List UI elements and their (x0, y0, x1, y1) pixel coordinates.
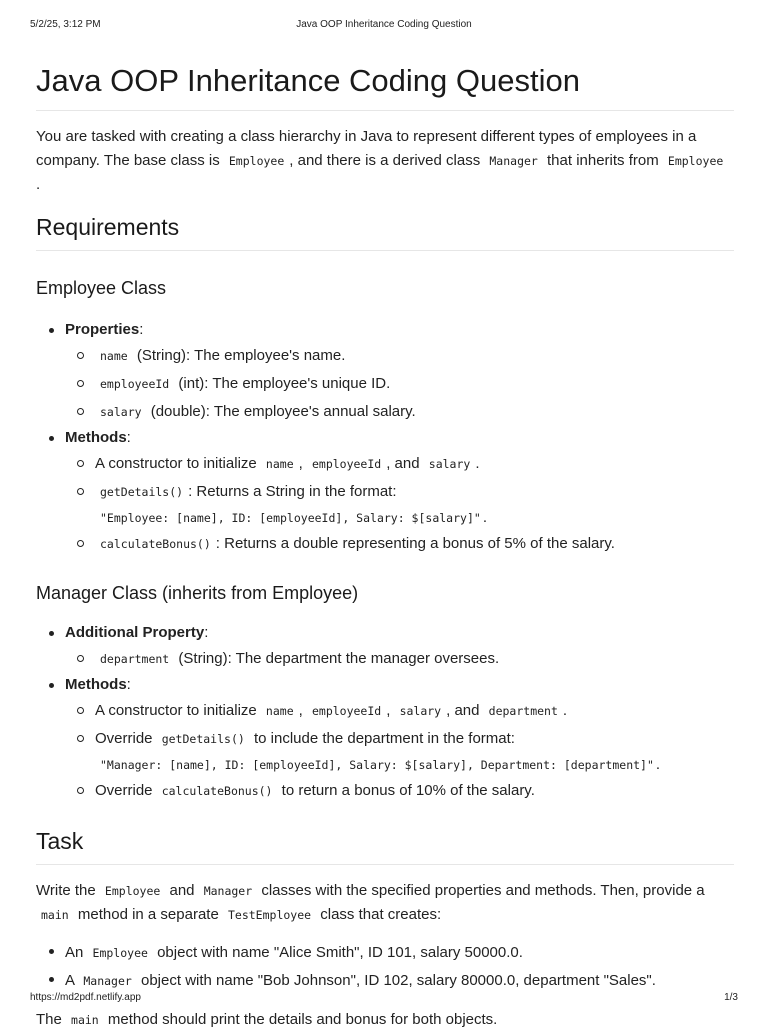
inline-code: employeeId (311, 457, 382, 471)
format-string: "Manager: [name], ID: [employeeId], Salary: $[salary], Department: [department]" . (95, 753, 734, 777)
inline-code: Manager (83, 974, 132, 988)
list-item: getDetails() : Returns a String in the format: "Employee: [name], ID: [employeeId], Salary: $[salary]" . (65, 478, 734, 530)
list-item: Methods: A constructor to initialize name , employeeId , salary , and department . Override getDetails() to include the department in the format: "Manager: [name], ID: [employeeId], Salary: $[salary], Department: [department]" . Override calculateBonus() to return a bonus of 10% of the salary. (36, 673, 734, 805)
list-item: A Manager object with name "Bob Johnson", ID 102, salary 80000.0, department "Sales". (36, 967, 734, 995)
list-item: A constructor to initialize name , employeeId , and salary . (65, 450, 734, 478)
methods-sublist (65, 697, 734, 805)
format-string: "Employee: [name], ID: [employeeId], Salary: $[salary]" . (95, 506, 734, 530)
print-url: https://md2pdf.netlify.app (30, 992, 141, 1003)
inline-code: main (71, 1013, 99, 1027)
inline-code: name (265, 704, 294, 718)
print-title: Java OOP Inheritance Coding Question (296, 19, 472, 30)
intro-paragraph: You are tasked with creating a class hierarchy in Java to represent different types of employees in a company. The base class is Employee , and there is a derived class Manager that inherits from Employee . (36, 125, 734, 197)
inline-code: getDetails() (100, 485, 184, 499)
manager-class-heading: Manager Class (inherits from Employee) (36, 583, 359, 603)
task-list (36, 939, 734, 995)
manager-list (36, 621, 734, 805)
inline-code: department (100, 652, 170, 666)
inline-code: main (41, 908, 69, 922)
inline-code: "Employee: [name], ID: [employeeId], Salary: $[salary]" (100, 511, 481, 525)
inline-code: Employee (667, 154, 724, 168)
inline-code: Employee (104, 884, 161, 898)
list-item: Additional Property: department (String): The department the manager oversees. (36, 621, 734, 673)
inline-code: Manager (489, 154, 538, 168)
list-item: A constructor to initialize name , employeeId , salary , and department . (65, 697, 734, 725)
inline-code: salary (399, 704, 442, 718)
inline-code: name (100, 349, 128, 363)
inline-code: calculateBonus() (161, 784, 273, 798)
inline-code: name (265, 457, 294, 471)
inline-code: Employee (228, 154, 285, 168)
document-content (36, 58, 734, 1032)
list-item: salary (double): The employee's annual salary. (65, 398, 734, 426)
page-title: Java OOP Inheritance Coding Question (36, 58, 734, 111)
list-item: employeeId (int): The employee's unique ID. (65, 370, 734, 398)
list-item: department (String): The department the manager oversees. (65, 645, 734, 673)
inline-code: TestEmployee (227, 908, 312, 922)
page-number: 1/3 (724, 992, 738, 1003)
inline-code: "Manager: [name], ID: [employeeId], Salary: $[salary], Department: [department]" (100, 758, 654, 772)
task-paragraph: Write the Employee and Manager classes with the specified properties and methods. Then, provide a main method in a separate TestEmployee class that creates: (36, 882, 705, 923)
requirements-heading: Requirements (36, 212, 734, 251)
employee-class-heading: Employee Class (36, 278, 167, 298)
list-item: Override calculateBonus() to return a bonus of 10% of the salary. (65, 777, 734, 805)
list-item: Properties: name (String): The employee's name. employeeId (int): The employee's unique ID. salary (double): The employee's annual salary. (36, 318, 734, 426)
additional-property-sublist (65, 645, 734, 673)
print-header (30, 19, 738, 33)
list-item: Methods: A constructor to initialize name , employeeId , and salary . getDetails() : Returns a String in the format: "Employee: [name], ID: [employeeId], Salary: $[salary]" . calculateBonus() : Returns a double representing a bonus of 5% of the salary. (36, 426, 734, 558)
print-footer (30, 992, 738, 1006)
properties-sublist (65, 342, 734, 426)
list-item: Override getDetails() to include the department in the format: "Manager: [name], ID: [employeeId], Salary: $[salary], Department: [department]" . (65, 725, 734, 777)
inline-code: department (488, 704, 558, 718)
inline-code: calculateBonus() (100, 537, 211, 551)
inline-code: employeeId (311, 704, 382, 718)
print-date: 5/2/25, 3:12 PM (30, 19, 101, 30)
inline-code: getDetails() (161, 732, 245, 746)
employee-list (36, 318, 734, 558)
task-heading: Task (36, 826, 734, 865)
inline-code: salary (428, 457, 471, 471)
inline-code: employeeId (100, 377, 170, 391)
inline-code: Employee (92, 946, 148, 960)
inline-code: salary (100, 405, 142, 419)
inline-code: Manager (203, 884, 253, 898)
list-item: calculateBonus() : Returns a double representing a bonus of 5% of the salary. (65, 530, 734, 558)
closing-paragraph: The main method should print the details and bonus for both objects. (36, 1011, 498, 1028)
methods-sublist (65, 450, 734, 558)
list-item: name (String): The employee's name. (65, 342, 734, 370)
list-item: An Employee object with name "Alice Smith", ID 101, salary 50000.0. (36, 939, 734, 967)
